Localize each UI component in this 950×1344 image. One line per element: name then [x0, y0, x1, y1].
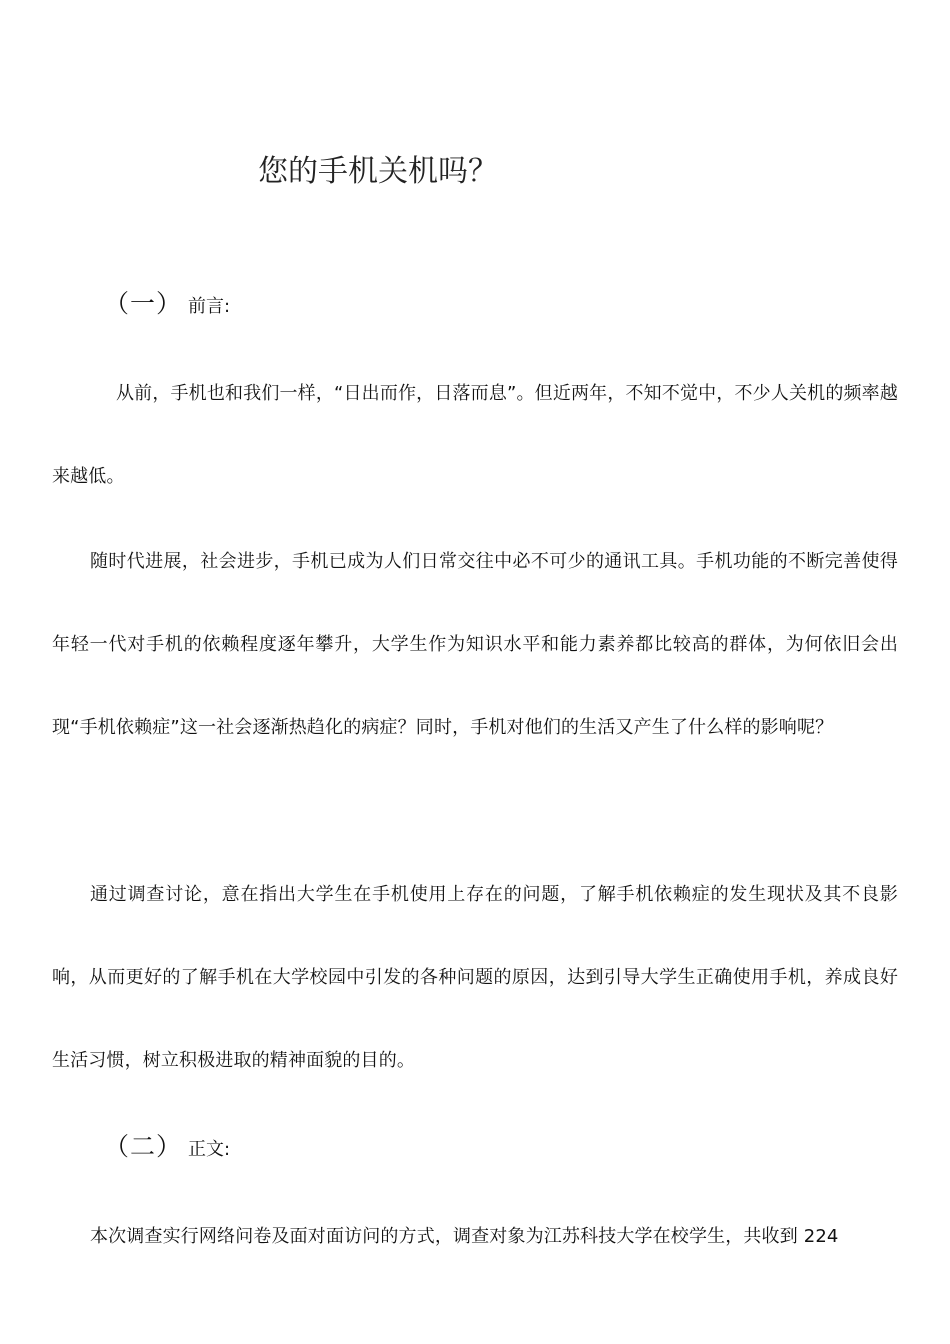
document-title: 您的手机关机吗？	[258, 154, 498, 189]
paragraph: 随时代进展，社会进步，手机已成为人们日常交往中必不可少的通讯工具。手机功能的不断完善使得年轻一代对手机的依赖程度逐年攀升，大学生作为知识水平和能力素养都比较高的群体，为何依旧会出现“手机依赖症”这一社会逐渐热趋化的病症？同时，手机对他们的生活又产生了什么样的影响呢？	[52, 551, 898, 738]
section-number: （一）	[104, 289, 183, 318]
section-heading-text: 前言:	[188, 296, 231, 317]
paragraph: 本次调查实行网络问卷及面对面访问的方式，调查对象为江苏科技大学在校学生，共收到 224	[90, 1226, 839, 1247]
section-heading-text: 正文:	[188, 1139, 231, 1160]
section-number: （二）	[104, 1132, 183, 1161]
section-heading-body	[104, 1127, 230, 1163]
paragraph: 从前，手机也和我们一样，“日出而作，日落而息”。但近两年，不知不觉中，不少人关机的频率越来越低。	[52, 383, 898, 487]
section-heading-preface	[104, 284, 230, 320]
paragraph: 通过调查讨论，意在指出大学生在手机使用上存在的问题，了解手机依赖症的发生现状及其不良影响，从而更好的了解手机在大学校园中引发的各种问题的原因，达到引导大学生正确使用手机，养成良好生活习惯，树立积极进取的精神面貌的目的。	[52, 884, 898, 1071]
